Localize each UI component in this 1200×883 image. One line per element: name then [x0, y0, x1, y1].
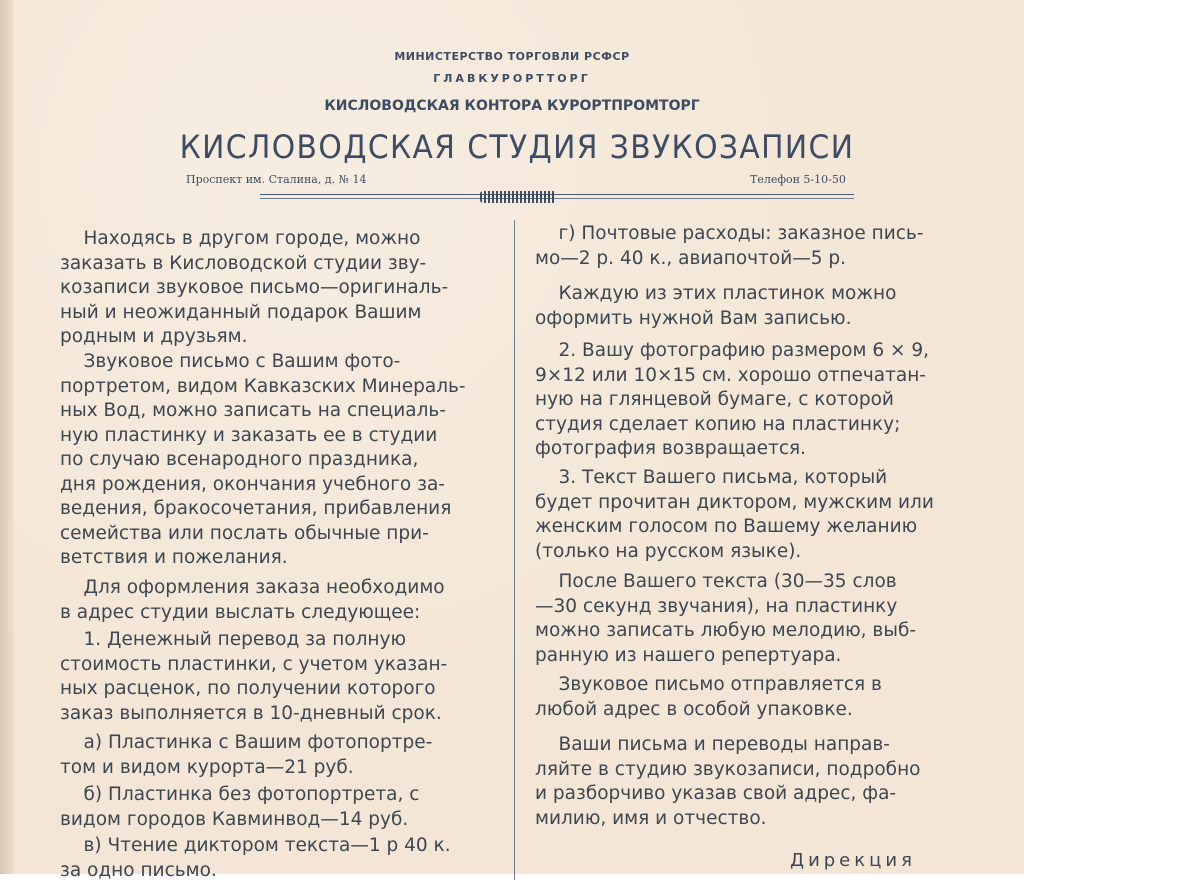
signature: Дирекция: [790, 850, 916, 871]
studio-phone: Телефон 5-10-50: [750, 173, 846, 186]
directorate-heading: ГЛАВКУРОРТТОРГ: [433, 72, 591, 85]
paragraph-item-2: 2. Вашу фотографию размером 6 × 9, 9×12 или 10×15 см. хорошо отпечатан- ную на глянцевой бумаге, с которой студия сделает копию на пластинку; фотография возвращается.: [535, 340, 930, 459]
page-edge-shadow: [0, 0, 14, 874]
studio-title: КИСЛОВОДСКАЯ СТУДИЯ ЗВУКОЗАПИСИ: [179, 128, 855, 166]
paragraph-contact: Ваши письма и переводы направ- ляйте в студию звукозаписи, подробно и разборчиво указав свой адрес, фа- милию, имя и отчество.: [535, 734, 921, 829]
paragraph-item-3: 3. Текст Вашего письма, который будет прочитан диктором, мужским или женским голосом по Вашему желанию (только на русском языке).: [535, 467, 934, 562]
studio-address: Проспект им. Сталина, д. № 14: [186, 173, 367, 186]
paragraph-packaging: Звуковое письмо отправляется в любой адрес в особой упаковке.: [535, 674, 882, 720]
header-ornament: [480, 191, 556, 203]
paragraph-price-d: г) Почтовые расходы: заказное пись- мо—2 р. 40 к., авиапочтой—5 р.: [535, 223, 924, 269]
paragraph-description: Звуковое письмо с Вашим фото- портретом, видом Кавказских Минераль- ных Вод, можно записать на специаль- ную пластинку и заказать ее в студии по случаю всенародного праздника, дня рождения, окончания учебного за- ведения, бракосочетания, прибавления семейства или послать обычные при- ветствия и пожелания.: [60, 351, 466, 568]
paragraph-melody: После Вашего текста (30—35 слов —30 секунд звучания), на пластинку можно записать любую мелодию, выб- ранную из нашего репертуара.: [535, 571, 917, 666]
column-divider: [514, 220, 515, 880]
office-heading: КИСЛОВОДСКАЯ КОНТОРА КУРОРТПРОМТОРГ: [324, 98, 700, 114]
ministry-heading: МИНИСТЕРСТВО ТОРГОВЛИ РСФСР: [394, 50, 630, 63]
paragraph-record-note: Каждую из этих пластинок можно оформить нужной Вам записью.: [535, 283, 897, 329]
paragraph-price-b: б) Пластинка без фотопортрета, с видом городов Кавминвод—14 руб.: [60, 784, 420, 830]
paragraph-price-c: в) Чтение диктором текста—1 р 40 к. за одно письмо.: [60, 835, 451, 881]
header-rule: [260, 194, 854, 195]
paragraph-intro: Находясь в другом городе, можно заказать в Кисловодской студии зву- козаписи звуковое письмо—оригиналь- ный и неожиданный подарок Вашим родным и друзьям.: [60, 228, 449, 347]
paragraph-price-a: а) Пластинка с Вашим фотопортре- том и видом курорта—21 руб.: [60, 732, 433, 778]
paragraph-item-1: 1. Денежный перевод за полную стоимость пластинки, с учетом указан- ных расценок, по получении которого заказ выполняется в 10-дневный срок.: [60, 629, 448, 724]
header-rule-secondary: [260, 198, 854, 199]
paragraph-order-instructions: Для оформления заказа необходимо в адрес студии выслать следующее:: [60, 577, 445, 623]
